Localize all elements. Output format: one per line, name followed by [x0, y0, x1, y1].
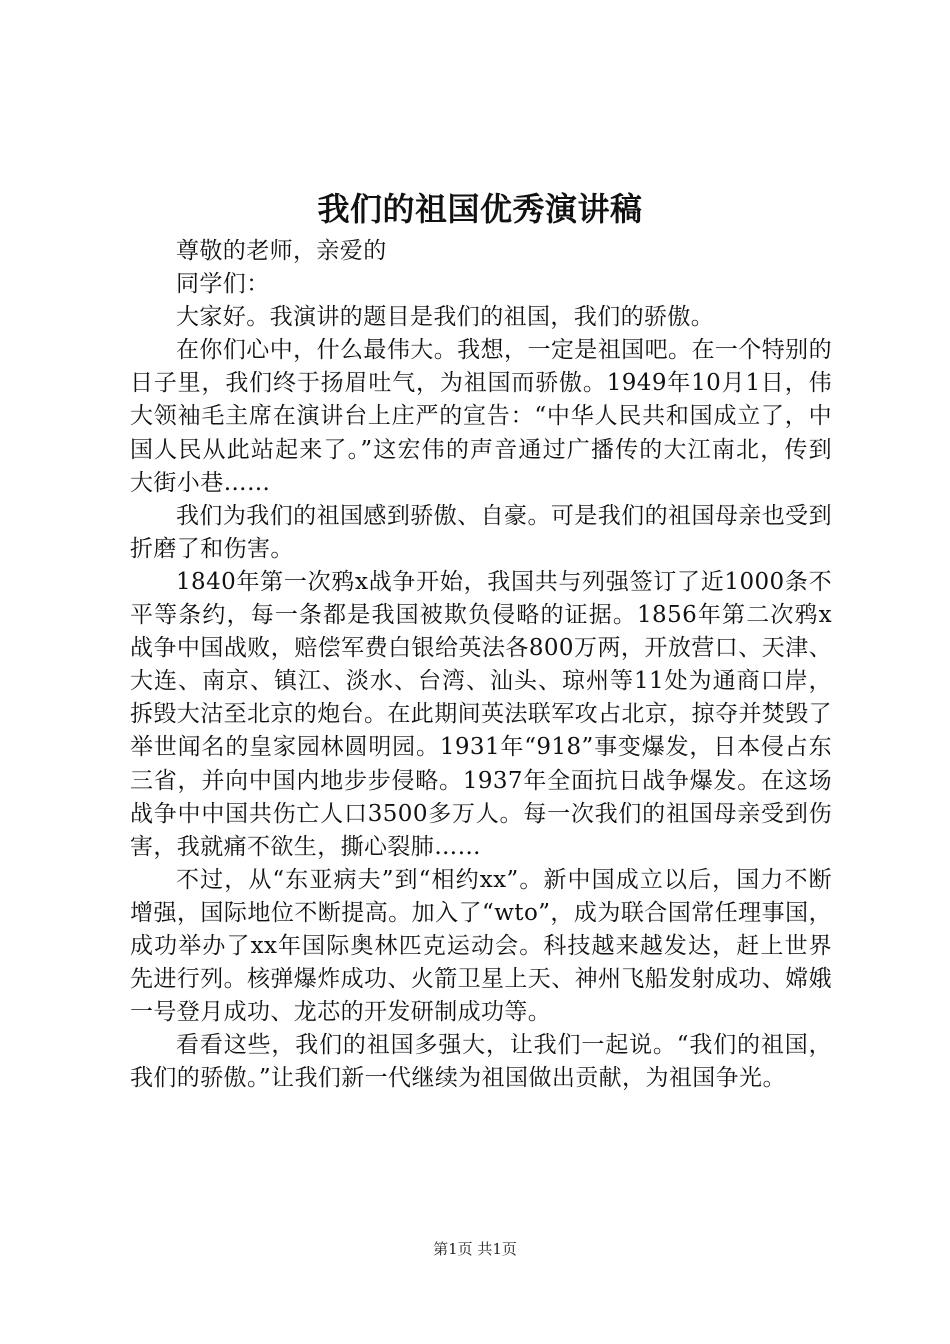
- paragraph-achievements: 不过，从“东亚病夫”到“相约xx”。新中国成立以后，国力不断增强，国际地位不断提高。加入了“wto”，成为联合国常任理事国，成功举办了xx年国际奥林匹克运动会。科技越来越发达，赶上世界先进行列。核弹爆炸成功、火箭卫星上天、神州飞船发射成功、嫦娥一号登月成功、龙芯的开发研制成功等。: [130, 866, 832, 1026]
- paragraph-pride: 我们为我们的祖国感到骄傲、自豪。可是我们的祖国母亲也受到折磨了和伤害。: [130, 502, 832, 562]
- document-title: 我们的祖国优秀演讲稿: [317, 190, 643, 228]
- paragraph-salutation-2: 同学们：: [176, 271, 270, 298]
- paragraph-salutation-1: 尊敬的老师，亲爱的: [176, 238, 387, 264]
- paragraph-history: 1840年第一次鸦x战争开始，我国共与列强签订了近1000条不平等条约，每一条都是我国被欺负侵略的证据。1856年第二次鸦x战争中国战败，赔偿军费白银给英法各800万两，开放营口、天津、大连、南京、镇江、淡水、台湾、汕头、琼州等11处为通商口岸，拆毁大沽至北京的炮台。在此期间英法联军攻占北京，掠夺并焚毁了举世闻名的皇家园林圆明园。1931年“918”事变爆发，日本侵占东三省，并向中国内地步步侵略。1937年全面抗日战争爆发。在这场战争中中国共伤亡人口3500多万人。每一次我们的祖国母亲受到伤害，我就痛不欲生，撕心裂肺……: [130, 568, 832, 860]
- paragraph-conclusion: 看看这些，我们的祖国多强大，让我们一起说。“我们的祖国，我们的骄傲。”让我们新一代继续为祖国做出贡献，为祖国争光。: [130, 1032, 832, 1092]
- paragraph-greeting: 大家好。我演讲的题目是我们的祖国，我们的骄傲。: [176, 304, 715, 331]
- page-number-footer: 第1页 共1页: [433, 1240, 517, 1258]
- paragraph-founding: 在你们心中，什么最伟大。我想，一定是祖国吧。在一个特别的日子里，我们终于扬眉吐气，为祖国而骄傲。1949年10月1日，伟大领袖毛主席在演讲台上庄严的宣告：“中华人民共和国成立了，中国人民从此站起来了。”这宏伟的声音通过广播传的大江南北，传到大街小巷……: [130, 337, 832, 496]
- document-body: [130, 235, 832, 1095]
